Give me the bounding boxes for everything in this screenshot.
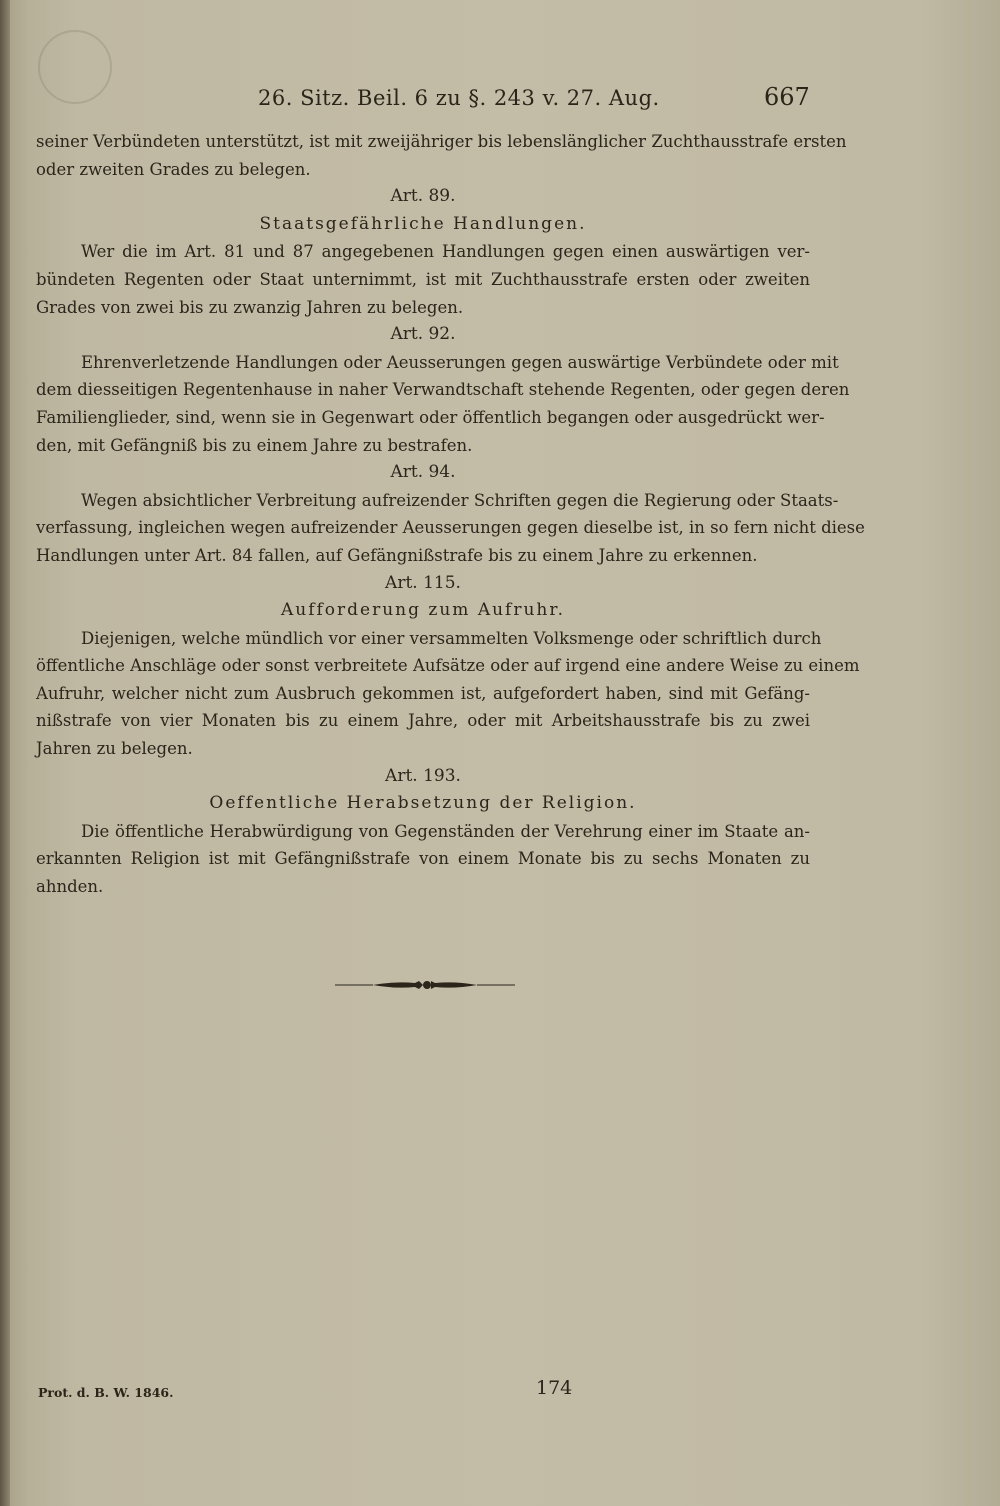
body-line: verfassung, ingleichen wegen aufreizender Aeusserungen gegen dieselbe ist, in so fern nicht diese — [36, 518, 865, 538]
body-line: ahnden. — [36, 877, 104, 897]
body-line: Wegen absichtlicher Verbreitung aufreizender Schriften gegen die Regierung oder Staats- — [81, 490, 839, 510]
body-line: Die öffentliche Herabwürdigung von Gegenständen der Verehrung einer im Staate an- — [81, 821, 810, 841]
body-line: Ehrenverletzende Handlungen oder Aeusserungen gegen auswärtige Verbündete oder mit — [81, 352, 839, 372]
body-line: erkannten Religion ist mit Gefängnißstrafe von einem Monate bis zu sechs Monaten zu — [36, 849, 810, 869]
body-line: Aufruhr, welcher nicht zum Ausbruch gekommen ist, aufgefordert haben, sind mit Gefäng- — [36, 683, 810, 703]
article-title: Aufforderung zum Aufruhr. — [280, 600, 566, 621]
binding-edge — [0, 0, 10, 1506]
body-line: öffentliche Anschläge oder sonst verbreitete Aufsätze oder auf irgend eine andere Weise zu einem — [36, 656, 860, 676]
body-line: den, mit Gefängniß bis zu einem Jahre zu bestrafen. — [36, 435, 473, 455]
body-line: Grades von zwei bis zu zwanzig Jahren zu belegen. — [36, 297, 464, 317]
article-title: Staatsgefährliche Handlungen. — [259, 213, 587, 234]
page-body — [36, 128, 865, 901]
footer-signature: Prot. d. B. W. 1846. — [38, 1385, 174, 1400]
end-ornament — [335, 978, 515, 992]
body-line: oder zweiten Grades zu belegen. — [36, 159, 311, 179]
body-line: Wer die im Art. 81 und 87 angegebenen Handlungen gegen einen auswärtigen ver- — [81, 242, 810, 262]
article-title: Oeffentliche Herabsetzung der Religion. — [209, 793, 637, 814]
article-number: Art. 115. — [385, 572, 461, 593]
body-line: nißstrafe von vier Monaten bis zu einem Jahre, oder mit Arbeitshausstrafe bis zu zwei — [36, 711, 810, 731]
page-number: 667 — [764, 83, 810, 111]
article-number: Art. 193. — [385, 765, 461, 786]
article-number: Art. 94. — [390, 462, 456, 483]
body-line: dem diesseitigen Regentenhause in naher Verwandtschaft stehende Regenten, oder gegen deren — [36, 380, 850, 400]
body-line: bündeten Regenten oder Staat unternimmt, ist mit Zuchthausstrafe ersten oder zweiten — [36, 269, 810, 289]
running-head: 26. Sitz. Beil. 6 zu §. 243 v. 27. Aug. — [258, 86, 660, 110]
article-number: Art. 92. — [390, 324, 456, 345]
sheet-number: 174 — [536, 1377, 573, 1399]
body-line: seiner Verbündeten unterstützt, ist mit zweijähriger bis lebenslänglicher Zuchthausstrafe ersten — [36, 132, 847, 151]
page-header — [0, 83, 1000, 120]
body-line: Handlungen unter Art. 84 fallen, auf Gefängnißstrafe bis zu einem Jahre zu erkennen. — [36, 545, 758, 565]
body-line: Diejenigen, welche mündlich vor einer versammelten Volksmenge oder schriftlich durch — [81, 628, 822, 648]
body-line: Familienglieder, sind, wenn sie in Gegenwart oder öffentlich begangen oder ausgedrückt wer- — [36, 407, 825, 427]
body-line: Jahren zu belegen. — [36, 739, 193, 759]
article-number: Art. 89. — [390, 186, 456, 207]
